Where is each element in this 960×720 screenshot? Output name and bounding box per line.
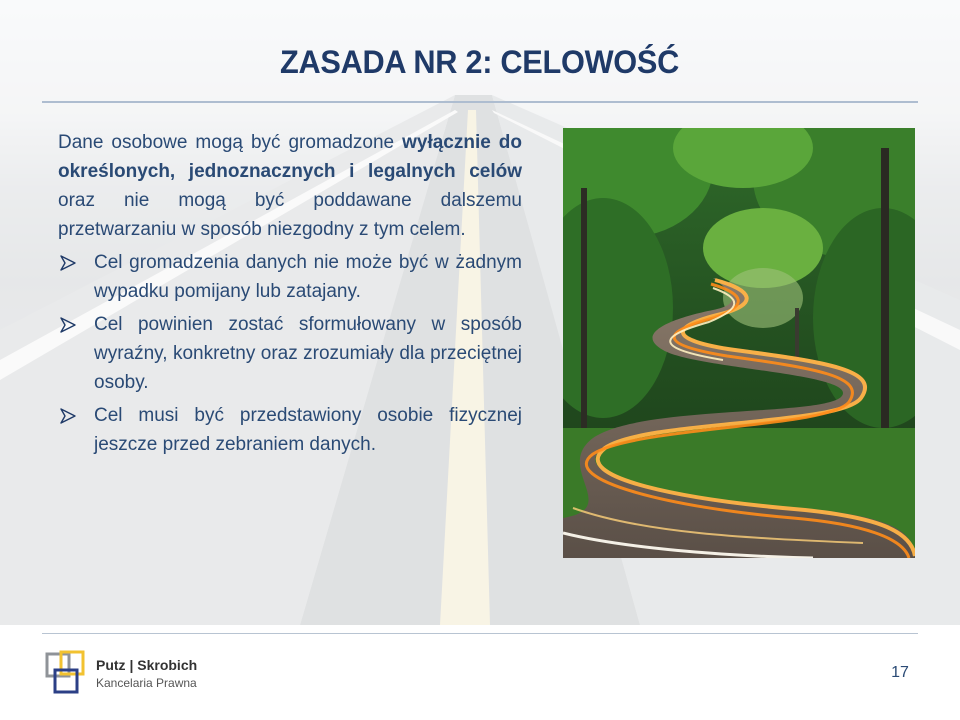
page-number: 17 bbox=[891, 664, 909, 681]
slide-title: ZASADA NR 2: CELOWOŚĆ bbox=[280, 44, 679, 80]
logo-subtitle: Kancelaria Prawna bbox=[96, 676, 197, 690]
bullet-item bbox=[58, 310, 522, 397]
footer-divider bbox=[42, 633, 918, 634]
bullet-item bbox=[58, 401, 522, 459]
bullet-text: Cel powinien zostać sformułowany w sposób wyraźny, konkretny oraz zrozumiały dla przeciętnej osoby. bbox=[94, 314, 522, 393]
arrow-bullet-icon bbox=[60, 310, 78, 339]
company-logo bbox=[45, 650, 205, 698]
intro-text-end: oraz nie mogą być poddawane dalszemu przetwarzaniu w sposób niezgodny z tym celem. bbox=[58, 190, 522, 240]
bullet-text: Cel gromadzenia danych nie może być w żadnym wypadku pomijany lub zatajany. bbox=[94, 252, 522, 302]
bullet-text: Cel musi być przedstawiony osobie fizycznej jeszcze przed zebraniem danych. bbox=[94, 405, 522, 455]
arrow-bullet-icon bbox=[60, 401, 78, 430]
slide-body bbox=[58, 128, 522, 459]
logo-company-name: Putz | Skrobich bbox=[96, 657, 198, 673]
intro-paragraph bbox=[58, 128, 522, 244]
intro-text-start: Dane osobowe mogą być gromadzone bbox=[58, 132, 403, 153]
bullet-item bbox=[58, 248, 522, 306]
intro-text-bold: wyłącznie do określonych, jednoznacznych i legalnych celów bbox=[58, 132, 522, 182]
winding-road-photo bbox=[563, 128, 915, 558]
logo-mark-icon bbox=[45, 650, 91, 696]
arrow-bullet-icon bbox=[60, 248, 78, 277]
title-divider bbox=[42, 101, 918, 103]
